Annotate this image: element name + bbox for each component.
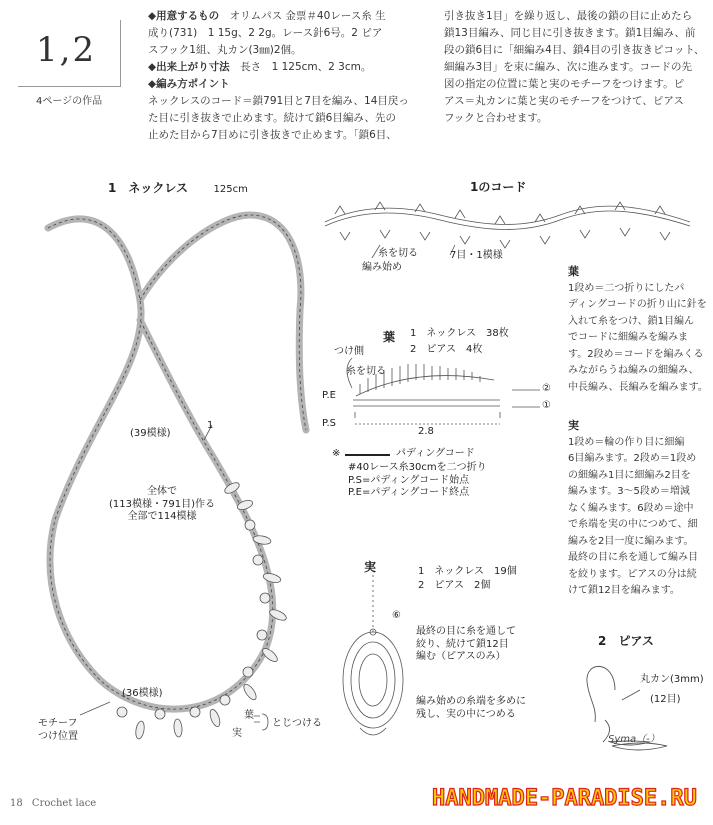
padding-mark: ※ xyxy=(332,448,341,459)
padding-line-4: P.E=パディングコード終点 xyxy=(348,487,470,498)
size-text: 長さ 1 125cm、2 3cm。 xyxy=(240,61,372,73)
leaf-instr-line-5: す。2段め＝コードを編みくる xyxy=(568,348,704,360)
leaf-chart-line-1: 1 ネックレス 38枚 xyxy=(410,328,509,339)
leaf-instr-line-4: でコードに細編みを編みま xyxy=(568,332,688,343)
fruit-instr-line-5: なく編みます。6段め＝途中 xyxy=(568,502,694,514)
cord-repeat-label: 7目・1模様 xyxy=(450,250,503,261)
earring-ring-label: 丸カン(3mm) xyxy=(640,674,704,685)
fruit-instr-line-1: 1段め＝輪の作り目に細編 xyxy=(568,436,685,448)
page-number: 18 xyxy=(10,798,23,809)
method-heading: ◆編み方ポイント xyxy=(148,78,230,90)
leaf-instructions xyxy=(568,264,713,396)
leaf-instr-line-6: みながらうね編みの細編み、 xyxy=(568,365,699,376)
fruit-instr-line-10: けて鎖12目を編みます。 xyxy=(568,585,680,596)
fruit-label: 実 xyxy=(232,728,242,739)
padding-line-1: パディングコード xyxy=(396,448,475,459)
book-title: Crochet lace xyxy=(31,798,97,809)
padding-line-2: #40レース糸30cmを二つ折り xyxy=(348,462,487,473)
earring-chain-label: (12目) xyxy=(650,694,681,705)
earring-sign: Syma（-） xyxy=(608,734,660,745)
necklace-1-label: 1 xyxy=(207,420,214,431)
fruit-instructions-heading: 実 xyxy=(568,419,579,432)
fruit-chart-title: 実 xyxy=(364,560,377,574)
col2-text-7: フックと合わせます。 xyxy=(444,112,548,124)
leaf-row-1: ① xyxy=(542,400,551,411)
padding-line-3: P.S=パディングコード始点 xyxy=(348,474,470,486)
method-text-1: ネックレスのコード＝鎖791目と7目を編み、14目戻っ xyxy=(148,95,409,107)
fruit-instr-line-8: 最終の目に糸を通して編み目 xyxy=(568,552,698,563)
pattern-number: 1,2 xyxy=(36,30,97,70)
fruit-chart-line-1: 1 ネックレス 19個 xyxy=(418,566,517,577)
fruit-note-1 xyxy=(416,626,516,664)
leaf-instructions-heading: 葉 xyxy=(568,265,579,278)
leaf-attach-side: つけ側 xyxy=(334,346,364,357)
attach-label: とじつける xyxy=(272,718,322,729)
fruit-note-1-line-2: 絞り、続けて鎖12目 xyxy=(416,638,509,650)
earring-title: 2 ピアス xyxy=(598,634,654,648)
cord-title: 1のコード xyxy=(470,180,527,194)
necklace-total-label xyxy=(82,486,242,524)
materials-text-3: スフック1組、丸カン(3㎜)2個。 xyxy=(148,44,302,56)
col2-text-6: アス＝丸カンに葉と実のモチーフをつけて、ピアス xyxy=(444,95,684,107)
fruit-instr-line-2: 6目編みます。2段め＝1段め xyxy=(568,453,697,464)
total-line-3: 全部で114模様 xyxy=(127,511,197,522)
fruit-round-6: ⑥ xyxy=(392,610,401,621)
fruit-note-2-line-2: 残し、実の中につめる xyxy=(416,708,516,720)
necklace-title: 1 ネックレス xyxy=(108,181,188,195)
leaf-pe-label: P.E xyxy=(322,390,336,401)
fruit-chart xyxy=(343,575,403,735)
leaf-chart-title: 葉 xyxy=(383,330,396,344)
necklace-39-label: (39模様) xyxy=(130,428,171,439)
fruit-instr-line-9: を絞ります。ピアスの分は続 xyxy=(568,568,697,580)
fruit-instr-line-7: 編みを2目一度に編みます。 xyxy=(568,535,694,547)
leaf-chart-line-2: 2 ピアス 4枚 xyxy=(410,344,483,355)
cord-cut-label: 糸を切る xyxy=(378,248,418,259)
method-text-3: 止めた目から7目めに引き抜きで止めます。「鎖6目、 xyxy=(148,129,397,141)
leaf-ps-label: P.S xyxy=(322,418,336,429)
total-line-2: (113模様・791目)作る xyxy=(109,498,215,510)
method-text-2: た目に引き抜きで止めます。続けて鎖6目編み、先の xyxy=(148,112,396,124)
fruit-instr-line-3: の細編み1目に細編み2目を xyxy=(568,469,691,481)
motif-pos-line-2: つけ位置 xyxy=(38,730,78,742)
materials-text-2: 成り(731) 1 15g、2 2g。レース針6号。2 ピア xyxy=(148,27,383,39)
leaf-label: 葉 xyxy=(244,710,254,721)
leaf-instr-line-2: ディングコードの折り山に針を xyxy=(568,299,707,310)
col2-text-1: 引き抜き1目」を繰り返し、最後の鎖の目に止めたら xyxy=(444,10,693,22)
col2-text-5: 図の指定の位置に葉と実のモチーフをつけます。ピ xyxy=(444,78,685,90)
page-reference: 4ページの作品 xyxy=(36,96,103,107)
col2-text-2: 鎖13目編み、同じ目に引き抜きます。鎖1目編み、前 xyxy=(444,27,696,39)
size-heading: ◆出来上がり寸法 xyxy=(148,61,230,73)
fruit-note-2-line-1: 編み始めの糸端を多めに xyxy=(416,696,526,707)
fruit-chart-line-2: 2 ピアス 2個 xyxy=(418,580,491,591)
fruit-note-2 xyxy=(416,696,526,721)
total-line-1: 全体で xyxy=(147,486,177,497)
leaf-row-2: ② xyxy=(542,383,551,394)
necklace-cord-left xyxy=(48,219,273,709)
necklace-title-row xyxy=(108,180,248,197)
page-footer xyxy=(10,798,96,809)
col2-text-3: 段の鎖6目に「細編み4目、鎖4目の引き抜きピコット、 xyxy=(444,44,705,56)
necklace-cord-right xyxy=(140,215,306,430)
watermark: HANDMADE-PARADISE.RU xyxy=(432,786,697,811)
necklace-36-label: (36模様) xyxy=(122,688,163,699)
leaf-instr-line-3: 入れて糸をつけ、鎖1目編ん xyxy=(568,315,694,327)
fruit-note-1-line-3: 編む（ピアスのみ） xyxy=(416,651,506,662)
fruit-note-1-line-1: 最終の目に糸を通して xyxy=(416,626,516,637)
leaf-instr-line-1: 1段め＝二つ折りにしたパ xyxy=(568,282,685,294)
padding-notes xyxy=(348,462,487,500)
materials-text-1: オリムパス 金票＃40レース糸 生 xyxy=(229,10,386,22)
fruit-instr-line-4: 編みます。3〜5段め＝増減 xyxy=(568,486,690,497)
cord-start-label: 編み始め xyxy=(362,262,402,273)
materials-heading: ◆用意するもの xyxy=(148,10,220,22)
fruit-instr-line-6: で糸端を実の中につめて、細 xyxy=(568,519,698,530)
fruit-instructions xyxy=(568,418,713,600)
col2-text-4: 細編み3目」を束に編み、次に進みます。コードの先 xyxy=(444,61,692,73)
motif-position-label xyxy=(38,718,78,743)
motif-pos-line-1: モチーフ xyxy=(38,718,78,729)
leaf-instr-line-7: 中長編み、長編みを編みます。 xyxy=(568,381,708,393)
necklace-length: 125cm xyxy=(213,184,248,195)
leaf-cut-label: 糸を切る xyxy=(346,366,386,377)
leaf-dimension: 2.8 xyxy=(418,426,434,437)
